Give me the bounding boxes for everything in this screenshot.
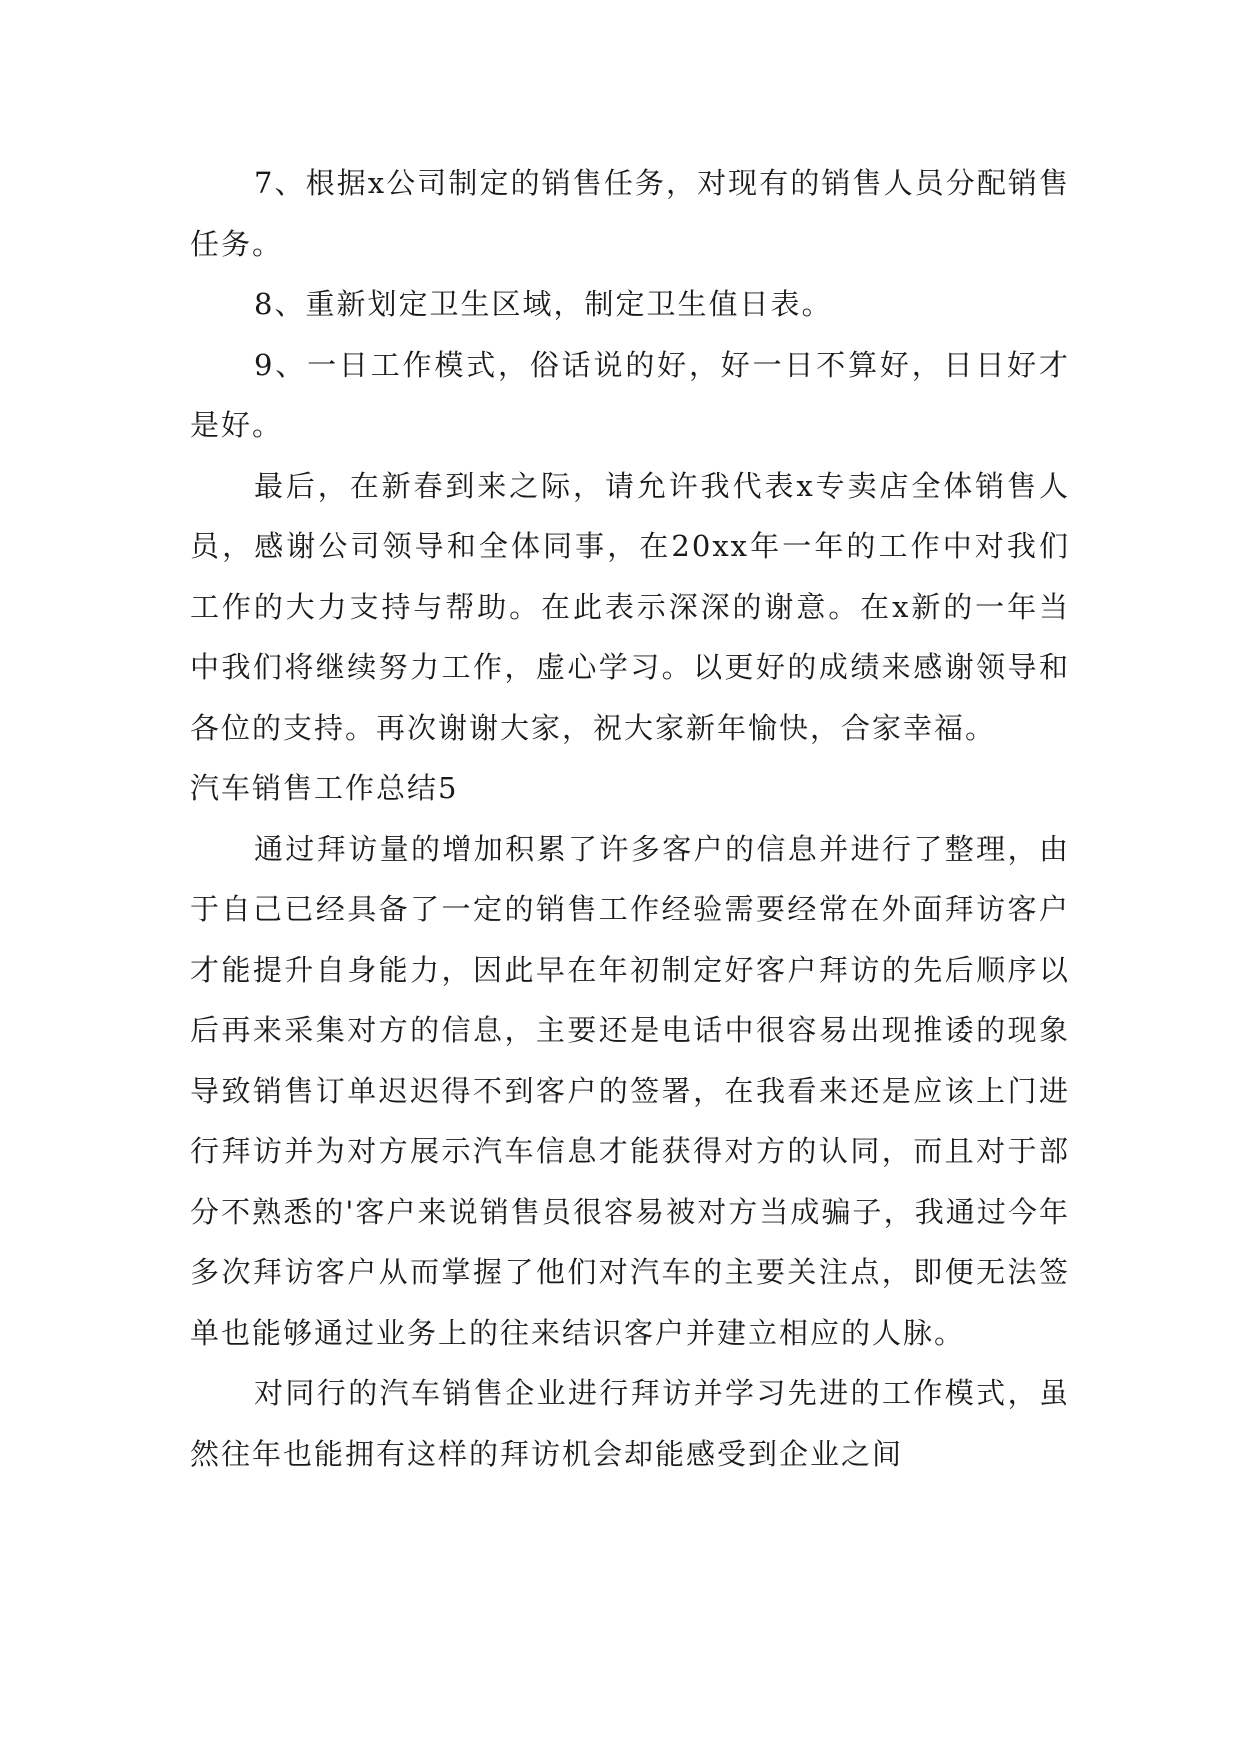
paragraph-peers: 对同行的汽车销售企业进行拜访并学习先进的工作模式，虽然往年也能拥有这样的拜访机会却能感受到企业之间 <box>190 1376 1070 1471</box>
paragraph-item-7: 7、根据x公司制定的销售任务，对现有的销售人员分配销售任务。 <box>190 166 1070 261</box>
paragraph-visits: 通过拜访量的增加积累了许多客户的信息并进行了整理，由于自己已经具备了一定的销售工作经验需要经常在外面拜访客户才能提升自身能力，因此早在年初制定好客户拜访的先后顺序以后再来采集对方的信息，主要还是电话中很容易出现推诿的现象导致销售订单迟迟得不到客户的签署，在我看来还是应该上门进行拜访并为对方展示汽车信息才能获得对方的认同，而且对于部分不熟悉的'客户来说销售员很容易被对方当成骗子，我通过今年多次拜访客户从而掌握了他们对汽车的主要关注点，即便无法签单也能够通过业务上的往来结识客户并建立相应的人脉。 <box>190 831 1070 1350</box>
section-heading: 汽车销售工作总结5 <box>190 771 459 805</box>
document-body <box>190 153 1070 1484</box>
paragraph-item-9: 9、一日工作模式，俗话说的好，好一日不算好，日日好才是好。 <box>190 347 1070 442</box>
paragraph-item-8: 8、重新划定卫生区域，制定卫生值日表。 <box>254 287 833 321</box>
paragraph-closing: 最后，在新春到来之际，请允许我代表x专卖店全体销售人员，感谢公司领导和全体同事，在20xx年一年的工作中对我们工作的大力支持与帮助。在此表示深深的谢意。在x新的一年当中我们将继续努力工作，虚心学习。以更好的成绩来感谢领导和各位的支持。再次谢谢大家，祝大家新年愉快，合家幸福。 <box>190 468 1070 745</box>
